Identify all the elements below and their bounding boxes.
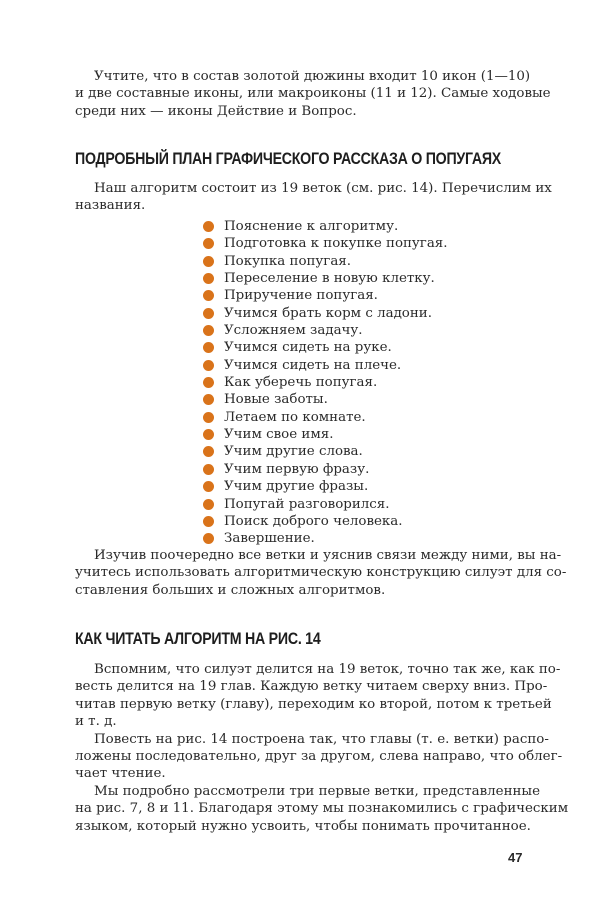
list-item-label: Переселение в новую клетку. xyxy=(224,271,435,287)
section-heading-reading xyxy=(75,630,527,649)
list-item-label: Покупка попугая. xyxy=(224,253,352,269)
list-item xyxy=(203,530,448,547)
paragraph xyxy=(75,661,561,731)
list-item xyxy=(203,409,448,426)
bullet-icon xyxy=(203,342,214,353)
list-item-label: Завершение. xyxy=(224,531,315,547)
list-item-label: Учимся сидеть на плече. xyxy=(224,357,402,373)
bullet-icon xyxy=(203,273,214,284)
bullet-icon xyxy=(203,238,214,249)
list-item-label: Поиск доброго человека. xyxy=(224,513,403,529)
text-line: Учтите, что в состав золотой дюжины входит 10 икон (1—10) xyxy=(94,69,531,84)
bullet-icon xyxy=(203,360,214,371)
list-item-label: Как уберечь попугая. xyxy=(224,375,378,391)
heading-text: КАК ЧИТАТЬ АЛГОРИТМ НА РИС. 14 xyxy=(75,630,321,648)
text-line: Наш алгоритм состоит из 19 веток (см. рис. 14). Перечислим их xyxy=(94,181,552,196)
text-line: Изучив поочередно все ветки и уяснив связи между ними, вы на- xyxy=(94,548,562,563)
list-item xyxy=(203,426,448,443)
text-line: языком, который нужно усвоить, чтобы понимать прочитанное. xyxy=(75,818,531,834)
list-item xyxy=(203,253,448,270)
text-line: среди них — иконы Действие и Вопрос. xyxy=(75,103,357,119)
list-item xyxy=(203,461,448,478)
list-item-label: Учим другие фразы. xyxy=(224,479,369,495)
list-item-label: Попугай разговорился. xyxy=(224,496,390,512)
bullet-icon xyxy=(203,308,214,319)
paragraph xyxy=(75,731,563,783)
bullet-icon xyxy=(203,446,214,457)
list-item xyxy=(203,322,448,339)
text-line: Повесть на рис. 14 построена так, что главы (т. е. ветки) распо- xyxy=(94,731,549,747)
bullet-icon xyxy=(203,221,214,232)
list-item xyxy=(203,270,448,287)
list-item xyxy=(203,374,448,391)
text-line: ставления больших и сложных алгоритмов. xyxy=(75,582,386,598)
list-item xyxy=(203,496,448,513)
bullet-icon xyxy=(203,412,214,423)
section-heading-plan xyxy=(75,150,527,169)
list-item-label: Учимся брать корм с ладони. xyxy=(224,305,432,321)
list-item-label: Учимся сидеть на руке. xyxy=(224,340,392,356)
list-item xyxy=(203,305,448,322)
branch-list xyxy=(203,218,448,548)
plan-outro-paragraph xyxy=(75,547,567,599)
text-line: чает чтение. xyxy=(75,766,166,782)
bullet-icon xyxy=(203,499,214,510)
list-item-label: Учим другие слова. xyxy=(224,444,363,460)
list-item-label: Летаем по комнате. xyxy=(224,409,366,425)
text-line: Мы подробно рассмотрели три первые ветки, представленные xyxy=(94,783,541,799)
text-line: и т. д. xyxy=(75,714,117,730)
plan-lead-paragraph xyxy=(75,180,552,215)
list-item xyxy=(203,218,448,235)
page-number: 47 xyxy=(508,850,523,865)
list-item-label: Приручение попугая. xyxy=(224,288,378,304)
bullet-icon xyxy=(203,290,214,301)
text-line: весть делится на 19 глав. Каждую ветку читаем сверху вниз. Про- xyxy=(75,679,548,695)
intro-paragraph xyxy=(75,68,551,120)
list-item xyxy=(203,357,448,374)
list-item xyxy=(203,235,448,252)
text-line: и две составные иконы, или макроиконы (11 и 12). Самые ходовые xyxy=(75,86,551,102)
bullet-icon xyxy=(203,516,214,527)
list-item-label: Подготовка к покупке попугая. xyxy=(224,236,448,252)
reading-paragraphs xyxy=(75,661,569,835)
text-line: на рис. 7, 8 и 11. Благодаря этому мы познакомились с графическим xyxy=(75,801,569,817)
list-item xyxy=(203,287,448,304)
list-item-label: Учим свое имя. xyxy=(224,427,334,443)
list-item-label: Пояснение к алгоритму. xyxy=(224,219,399,234)
bullet-icon xyxy=(203,464,214,475)
bullet-icon xyxy=(203,325,214,336)
list-item xyxy=(203,513,448,530)
list-item xyxy=(203,478,448,495)
text-line: названия. xyxy=(75,198,146,214)
list-item-label: Новые заботы. xyxy=(224,392,328,408)
bullet-icon xyxy=(203,481,214,492)
bullet-icon xyxy=(203,533,214,544)
list-item-label: Учим первую фразу. xyxy=(224,461,370,477)
paragraph xyxy=(75,783,569,835)
list-item-label: Усложняем задачу. xyxy=(224,323,363,339)
text-line: Вспомним, что силуэт делится на 19 веток, точно так же, как по- xyxy=(94,662,561,677)
bullet-icon xyxy=(203,394,214,405)
text-line: ложены последовательно, друг за другом, слева направо, что облег- xyxy=(75,749,563,765)
bullet-icon xyxy=(203,429,214,440)
text-line: читав первую ветку (главу), переходим ко второй, потом к третьей xyxy=(75,696,552,712)
list-item xyxy=(203,443,448,460)
bullet-icon xyxy=(203,256,214,267)
bullet-icon xyxy=(203,377,214,388)
text-line: учитесь использовать алгоритмическую конструкцию силуэт для со- xyxy=(75,565,567,581)
list-item xyxy=(203,339,448,356)
list-item xyxy=(203,391,448,408)
heading-text: ПОДРОБНЫЙ ПЛАН ГРАФИЧЕСКОГО РАССКАЗА О ПОПУГАЯХ xyxy=(75,150,502,168)
